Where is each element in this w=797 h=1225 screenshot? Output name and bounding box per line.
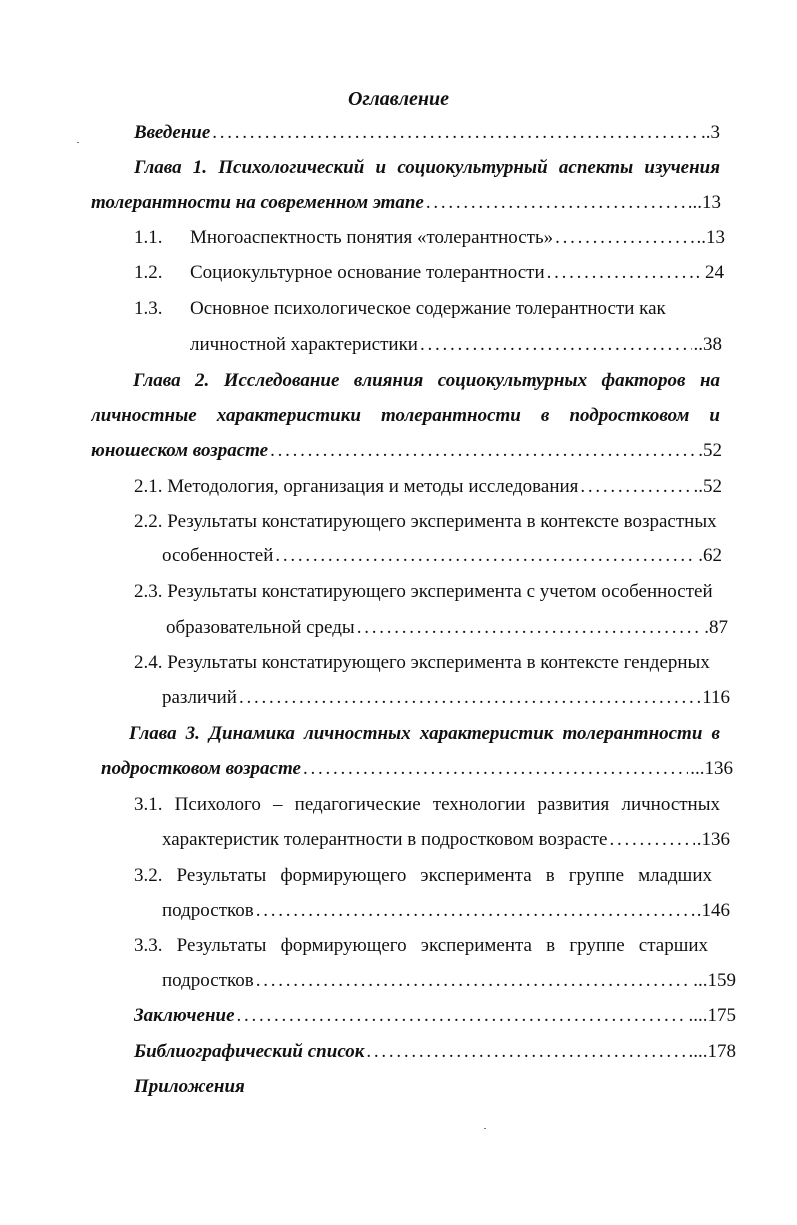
dot-leader <box>420 333 692 357</box>
toc-entry-page: .87 <box>704 617 728 638</box>
toc-entry-page: ..52 <box>693 476 722 497</box>
toc-entry-page: ...136 <box>690 758 733 779</box>
dot-leader <box>270 439 696 463</box>
toc-entry-2-2-cont[interactable] <box>162 544 722 568</box>
toc-entry-page: .62 <box>698 545 722 566</box>
toc-entry-label: Заключение <box>134 1005 235 1026</box>
toc-entry-chapter-3[interactable] <box>101 757 733 781</box>
toc-entry-label: юношеском возрасте <box>91 440 269 461</box>
dot-leader <box>212 121 699 145</box>
toc-entry-page: 116 <box>702 687 730 708</box>
toc-entry-2-3-cont[interactable] <box>166 616 728 640</box>
dot-leader <box>237 1004 687 1028</box>
toc-entry-chapter-2[interactable] <box>91 439 722 463</box>
toc-entry-label: Введение <box>134 122 211 143</box>
toc-entry-label: личностной характеристики <box>190 334 418 355</box>
toc-entry-page: . 24 <box>695 262 724 283</box>
dot-leader <box>275 544 696 568</box>
toc-entry-1-1[interactable] <box>190 226 725 250</box>
chapter-2-title-cont[interactable]: личностные характеристики толерантности в подростковом и <box>91 405 720 426</box>
toc-entry-1-3-cont[interactable] <box>190 333 722 357</box>
dot-leader <box>580 475 691 499</box>
dot-leader <box>610 828 695 852</box>
toc-title: Оглавление <box>347 88 449 110</box>
toc-entry-1-3[interactable]: Основное психологическое содержание толерантности как <box>190 298 666 319</box>
toc-entry-label: особенностей <box>162 545 274 566</box>
toc-entry-page: ...13 <box>687 192 721 213</box>
toc-entry-chapter-1[interactable] <box>91 191 721 215</box>
toc-entry-2-4-cont[interactable] <box>162 686 730 710</box>
toc-entry-label: толерантности на современном этапе <box>91 192 424 213</box>
toc-entry-appendices[interactable]: Приложения <box>134 1076 245 1097</box>
section-number: 1.2. <box>134 262 163 283</box>
scan-speck <box>484 1128 486 1129</box>
dot-leader <box>366 1040 686 1064</box>
toc-entry-label: Многоаспектность понятия «толерантность» <box>190 227 554 248</box>
toc-entry-3-2[interactable]: 3.2. Результаты формирующего эксперимента в группе младших <box>134 865 712 886</box>
dot-leader <box>555 226 694 250</box>
toc-entry-label: различий <box>162 687 237 708</box>
dot-leader <box>426 191 686 215</box>
toc-entry-page: ....175 <box>688 1005 736 1026</box>
toc-entry-label: подростков <box>162 900 254 921</box>
toc-entry-label: образовательной среды <box>166 617 355 638</box>
dot-leader <box>256 899 695 923</box>
dot-leader <box>256 969 692 993</box>
toc-entry-1-2[interactable] <box>190 261 724 285</box>
toc-entry-intro[interactable] <box>134 121 720 145</box>
toc-entry-page: .52 <box>698 440 722 461</box>
toc-entry-label: подростков <box>162 970 254 991</box>
toc-entry-page: .136 <box>696 829 730 850</box>
toc-entry-page: ..3 <box>701 122 720 143</box>
toc-entry-2-4[interactable]: 2.4. Результаты констатирующего эксперимента в контексте гендерных <box>134 652 710 673</box>
toc-entry-page: .146 <box>696 900 730 921</box>
toc-entry-2-1[interactable] <box>134 475 722 499</box>
dot-leader <box>239 686 700 710</box>
toc-entry-label: 2.1. Методология, организация и методы исследования <box>134 476 579 497</box>
toc-entry-3-2-cont[interactable] <box>162 899 730 923</box>
toc-entry-2-2[interactable]: 2.2. Результаты констатирующего эксперимента в контексте возрастных <box>134 511 717 532</box>
chapter-2-title[interactable]: Глава 2. Исследование влияния социокультурных факторов на <box>133 370 720 391</box>
toc-entry-3-1[interactable]: 3.1. Психолого – педагогические технологии развития личностных <box>134 794 720 815</box>
section-number: 1.3. <box>134 298 163 319</box>
toc-entry-label: подростковом возрасте <box>101 758 301 779</box>
toc-entry-label: Социокультурное основание толерантности <box>190 262 545 283</box>
scan-speck <box>77 142 79 143</box>
toc-entry-3-1-cont[interactable] <box>162 828 730 852</box>
toc-entry-3-3-cont[interactable] <box>162 969 736 993</box>
toc-entry-label: характеристик толерантности в подростковом возрасте <box>162 829 608 850</box>
chapter-3-title[interactable]: Глава 3. Динамика личностных характеристик толерантности в <box>129 723 720 744</box>
dot-leader <box>357 616 703 640</box>
toc-entry-conclusion[interactable] <box>134 1004 736 1028</box>
toc-entry-bibliography[interactable] <box>134 1040 736 1064</box>
toc-entry-page: ..38 <box>693 334 722 355</box>
toc-entry-page: ....178 <box>688 1041 736 1062</box>
toc-entry-page: ...159 <box>693 970 736 991</box>
dot-leader <box>547 261 694 285</box>
toc-entry-page: ..13 <box>696 227 725 248</box>
section-number: 1.1. <box>134 227 163 248</box>
toc-entry-2-3[interactable]: 2.3. Результаты констатирующего эксперимента с учетом особенностей <box>134 581 713 602</box>
toc-entry-3-3[interactable]: 3.3. Результаты формирующего эксперимента в группе старших <box>134 935 708 956</box>
dot-leader <box>303 757 688 781</box>
chapter-1-title[interactable]: Глава 1. Психологический и социокультурный аспекты изучения <box>134 157 720 178</box>
toc-entry-label: Библиографический список <box>134 1041 365 1062</box>
